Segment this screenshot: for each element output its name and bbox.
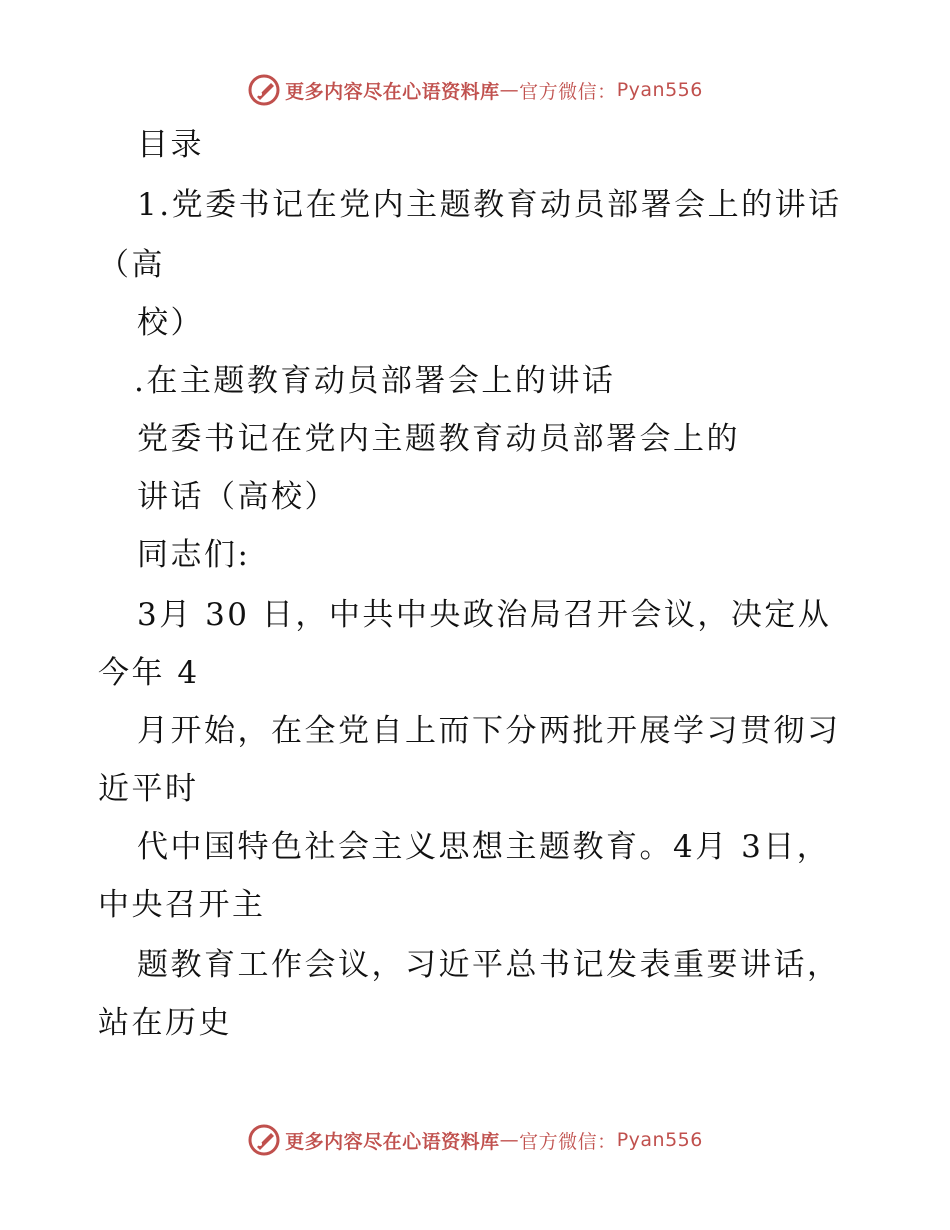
watermark-wechat-label: 官方微信： bbox=[519, 1130, 617, 1153]
watermark-wechat-id: Pyan556 bbox=[616, 1129, 703, 1151]
pen-logo-icon bbox=[247, 73, 281, 107]
paragraph-line: 代中国特色社会主义思想主题教育。4月 3日， bbox=[137, 829, 831, 865]
paragraph-line: 中央召开主 bbox=[98, 887, 266, 923]
toc-item-2: .在主题教育动员部署会上的讲话 bbox=[134, 363, 616, 399]
paragraph-line: 近平时 bbox=[98, 771, 199, 807]
watermark-wechat-label: 官方微信： bbox=[519, 80, 617, 103]
watermark-separator: — bbox=[499, 1129, 520, 1151]
document-title-continued: 讲话（高校） bbox=[137, 479, 338, 515]
toc-item-1: 1.党委书记在党内主题教育动员部署会上的讲话 bbox=[137, 187, 842, 223]
watermark-separator: — bbox=[499, 79, 520, 101]
watermark-main-text: 更多内容尽在心语资料库 bbox=[285, 80, 500, 103]
footer-watermark bbox=[0, 1120, 950, 1160]
toc-item-1-continued: （高 bbox=[98, 247, 165, 283]
salutation: 同志们: bbox=[137, 537, 251, 573]
paragraph-line: 站在历史 bbox=[98, 1005, 232, 1041]
watermark-wechat-id: Pyan556 bbox=[616, 79, 703, 101]
toc-item-1-end: 校） bbox=[137, 305, 204, 341]
paragraph-line: 今年 4 bbox=[98, 655, 200, 691]
pen-logo-icon bbox=[247, 1123, 281, 1157]
watermark-main-text: 更多内容尽在心语资料库 bbox=[285, 1130, 500, 1153]
paragraph-line: 题教育工作会议，习近平总书记发表重要讲话， bbox=[137, 947, 841, 983]
toc-heading: 目录 bbox=[137, 127, 204, 163]
paragraph-line: 3月 30 日，中共中央政治局召开会议，决定从 bbox=[137, 597, 832, 633]
header-watermark bbox=[0, 70, 950, 110]
paragraph-line: 月开始，在全党自上而下分两批开展学习贯彻习 bbox=[137, 713, 841, 749]
document-title: 党委书记在党内主题教育动员部署会上的 bbox=[137, 421, 740, 457]
